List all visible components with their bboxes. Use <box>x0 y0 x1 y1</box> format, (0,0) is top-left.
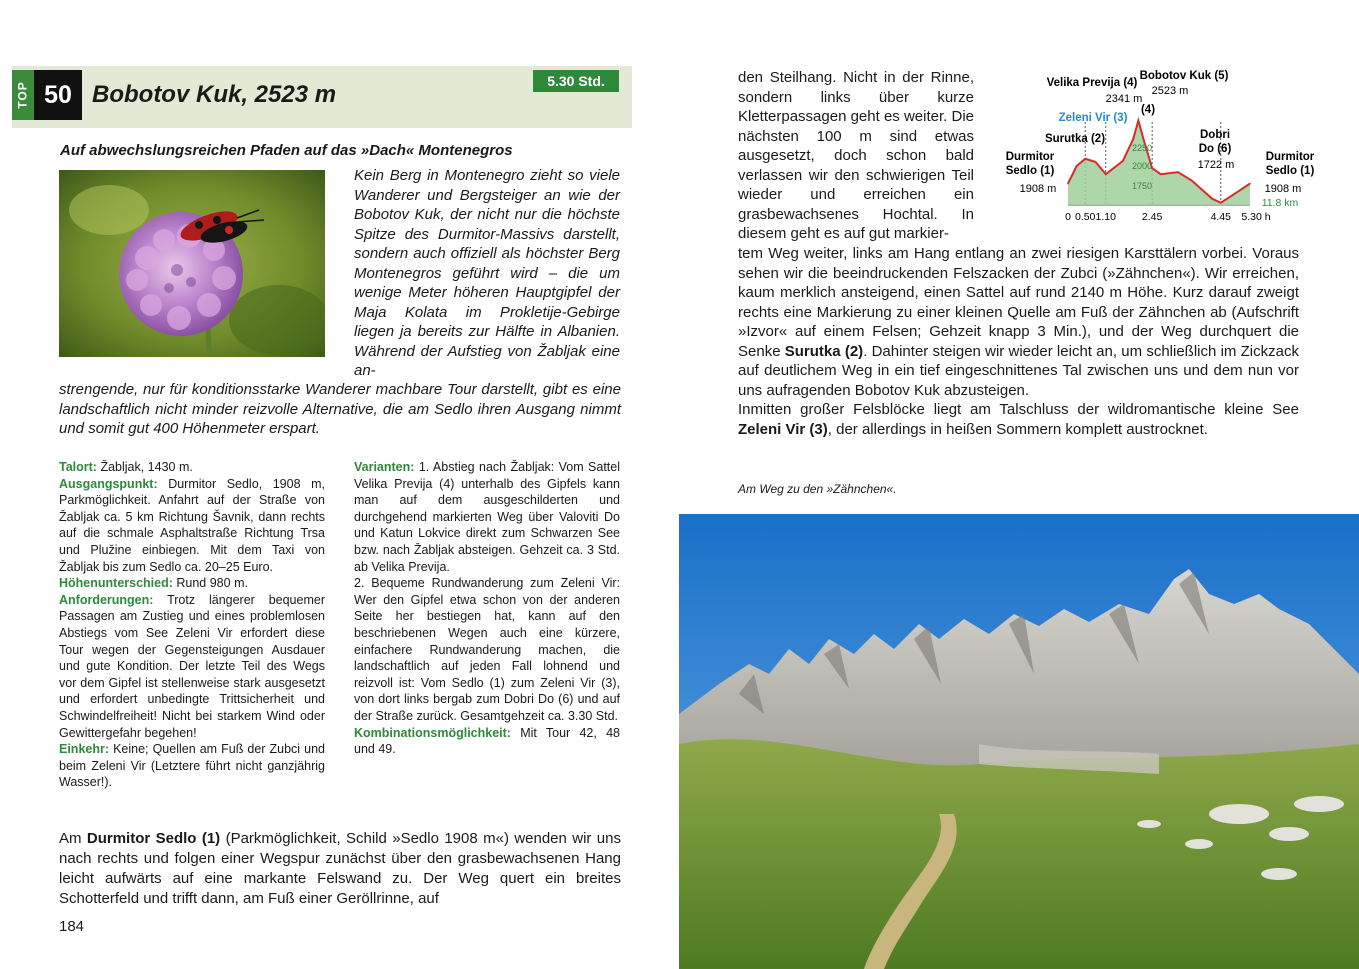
label-dobri: Dobri Do (6) <box>1198 129 1232 155</box>
tour-number: 50 <box>34 70 82 120</box>
info-column-right <box>354 459 620 758</box>
profile-point <box>1095 161 1097 163</box>
label-grid-2000: 2000 <box>1131 161 1153 171</box>
label-zeleni: Zeleni Vir (3) <box>1058 112 1128 124</box>
label-previja: Velika Previja (4) <box>1046 77 1138 89</box>
x-tick-label: 2.45 <box>1141 211 1163 223</box>
label-start-name: Durmitor Sedlo (1) <box>1005 151 1055 177</box>
label-grid-2250: 2250 <box>1131 143 1153 153</box>
page-title: Bobotov Kuk, 2523 m <box>92 81 337 108</box>
x-tick-label: 0.50 <box>1074 211 1096 223</box>
info-varianten-2: 2. Bequeme Rundwanderung zum Zeleni Vir: Wer den Gipfel etwa schon von der anderen Seite her bestiegen hat, kann auf den beschriebenen Wegen auch eine kürzere, einfachere Rundwanderung machen, die landschaftlich auf jeden Fall lohnend und reizvoll ist: Vom Sedlo (1) zum Zeleni Vir (3), von dort links bergab zum Dobri Do (6) und auf der Straße zurück. Gesamtgehzeit ca. 3.30 Std. <box>354 576 620 723</box>
elevation-profile <box>990 62 1330 237</box>
label-surutka: Surutka (2) <box>1044 133 1106 145</box>
profile-point <box>1177 171 1179 173</box>
info-column-left <box>59 459 325 791</box>
label-peak4: (4) <box>1140 104 1156 116</box>
subtitle: Auf abwechslungsreichen Pfaden auf das »Dach« Montenegros <box>60 142 513 159</box>
profile-point <box>1122 160 1124 162</box>
x-tick-label: 1.10 <box>1095 211 1116 223</box>
label-peak-alt: 2523 m <box>1151 85 1189 97</box>
info-talort: Talort: Žabljak, 1430 m. <box>59 460 193 474</box>
profile-point <box>1249 183 1251 185</box>
mountain-photo <box>679 514 1359 969</box>
info-ausgangspunkt: Ausgangspunkt: Durmitor Sedlo, 1908 m, Parkmöglichkeit. Anfahrt auf der Straße von Žabljak ca. 5 km Richtung Šavnik, dann rechts auf die schmale Asphaltstraße Richtung Trsa und Plužine einbiegen. Mit dem Taxi von Žabljak bis zum Sedlo ca. 20–25 Euro. <box>59 476 325 574</box>
label-start-alt: 1908 m <box>1019 183 1057 195</box>
label-dobri-alt: 1722 m <box>1197 159 1235 171</box>
top-tag: TOP <box>12 70 34 120</box>
profile-point <box>1084 158 1086 160</box>
info-einkehr: Einkehr: Keine; Quellen am Fuß der Zubci und beim Zeleni Vir (Letztere führt nicht ganzjährig Wasser!). <box>59 742 325 790</box>
profile-point <box>1220 202 1222 204</box>
info-varianten: Varianten: 1. Abstieg nach Žabljak: Vom Sattel Velika Previja (4) unterhalb des Gipfels kann man auf dem ausgeschilderten und durchgehend markierten Weg über Valoviti Do und Katun Lokvice direkt zum Schwarzen See bzw. nach Žabljak absteigen. Gehzeit ca. 3 Std. ab Velika Previja. <box>354 460 620 574</box>
profile-point <box>1105 173 1107 175</box>
route-text-right-top: den Steilhang. Nicht in der Rinne, sondern links über kurze Kletterpassagen geht es weiter. Die nächsten 100 m sind etwas ausgesetzt, doch schon bald verlassen wir den schwierigen Teil wieder und erreichen ein grasbewachsenes Hochtal. In diesem geht es auf gut markier- <box>738 69 974 242</box>
label-peak: Bobotov Kuk (5) <box>1139 70 1229 82</box>
page-number: 184 <box>59 918 85 935</box>
label-previja-alt: 2341 m <box>1105 93 1143 105</box>
duration-badge: 5.30 Std. <box>533 70 619 92</box>
route-text-left: Am Durmitor Sedlo (1) (Parkmöglichkeit, Schild »Sedlo 1908 m«) wenden wir uns nach rechts und folgen einer Wegspur zunächst über den grasbewachsenen Hang leicht aufwärts auf eine markante Felswand zu. Der Weg quert ein breites Schotterfeld und trifft dann, am Fuß einer Geröllrinne, auf <box>59 830 621 907</box>
info-kombination: Kombinationsmöglichkeit: Mit Tour 42, 48 und 49. <box>354 725 620 757</box>
profile-point <box>1067 183 1069 185</box>
info-anforderungen: Anforderungen: Trotz längerer bequemer Passagen am Zustieg und eines problemlosen Abstiegs vom See Zeleni Vir erfordert diese Tour wegen der Gegensteigungen Ausdauer und gute Kondition. Der letzte Teil des Wegs vor dem Gipfel ist stellenweise stark ausgesetzt und erfordert unbedingte Trittsicherheit und Schwindelfreiheit! Nicht bei starkem Wind oder Gewittergefahr begehen! <box>59 592 325 740</box>
flower-photo <box>59 170 325 357</box>
x-tick-label: 0 <box>1065 211 1071 223</box>
label-distance: 11.8 km <box>1261 197 1299 209</box>
label-end-name: Durmitor Sedlo (1) <box>1265 151 1315 177</box>
profile-point <box>1076 165 1078 167</box>
profile-point <box>1138 120 1140 122</box>
label-grid-1750: 1750 <box>1131 181 1153 191</box>
profile-point <box>1143 138 1145 140</box>
profile-point <box>1160 173 1162 175</box>
profile-point <box>1191 180 1193 182</box>
profile-point <box>1211 198 1213 200</box>
route-text-right-bottom: tem Weg weiter, links am Hang entlang an zwei riesigen Karsttälern vorbei. Voraus sehen wir die beeindruckenden Felszacken der Zubci (»Zähnchen«). Wir erreichen, kaum merklich ansteigend, einen Sattel auf rund 2140 m Höhe. Kurz darauf zweigt rechts eine Markierung zu einer kleinen Quelle am Fuß der Zähnchen ab (Aufschrift »Izvor« auf einem Felsen; Gehzeit knapp 3 Min.), und der Weg durchquert die Senke Surutka (2). Dahinter steigen wir wieder leicht an, um schließlich im Zickzack auf deutlichem Weg in ein tief eingeschnittenes Tal zwischen uns und dem nun vor uns aufragenden Bobotov Kuk abzusteigen. Inmitten großer Felsblöcke liegt am Talschluss der wildromantische kleine See Zeleni Vir (3), der allerdings in heißen Sommern komplett austrocknet. <box>738 245 1299 438</box>
intro-text-full: strengende, nur für konditionsstarke Wanderer machbare Tour darstellt, gibt es eine landschaftlich nicht minder reizvolle Alternative, die am Sedlo ihren Ausgang nimmt und somit gut 400 Höhenmeter erspart. <box>59 381 621 437</box>
x-tick-label: 5.30 h <box>1241 211 1271 223</box>
photo-caption: Am Weg zu den »Zähnchen«. <box>738 482 897 496</box>
x-tick-label: 4.45 <box>1210 211 1232 223</box>
intro-text: Kein Berg in Montenegro zieht so viele Wanderer und Bergsteiger an wie der Bobotov Kuk, der nicht nur die höchste Spitze des Durmitor-Massivs darstellt, sondern auch offiziell als höchster Berg Montenegros geführt wird – die um wenige Meter höheren Hauptgipfel der Maja Kolata im Prokletije-Gebirge liegen ja bereits zur Hälfte in Albanien. Während der Aufstieg von Žabljak eine an- <box>354 167 620 379</box>
info-hoehenunterschied: Höhenunterschied: Rund 980 m. <box>59 576 248 591</box>
profile-point <box>1235 192 1237 194</box>
profile-point <box>1132 138 1134 140</box>
label-end-alt: 1908 m <box>1264 183 1302 195</box>
